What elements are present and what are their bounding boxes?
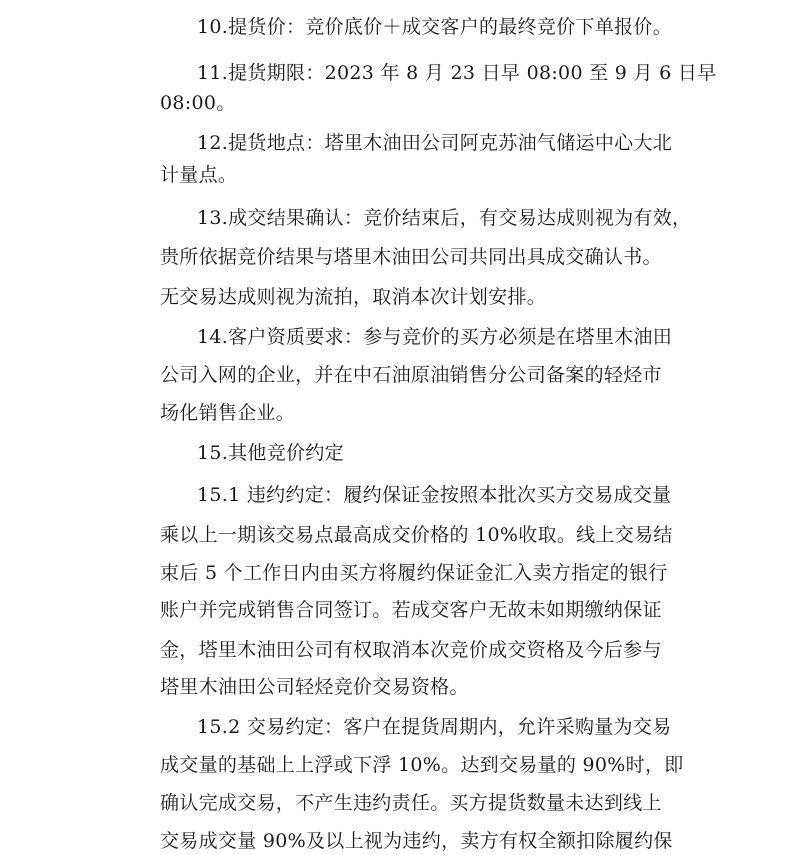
clause-15-1-line-1: 15.1 违约约定：履约保证金按照本批次买方交易成交量	[197, 484, 672, 506]
clause-14-line-1: 14.客户资质要求：参与竞价的买方必须是在塔里木油田	[197, 326, 673, 348]
clause-13-line-1: 13.成交结果确认：竞价结束后，有交易达成则视为有效，	[197, 207, 692, 229]
clause-15-1-line-3: 束后 5 个工作日内由买方将履约保证金汇入卖方指定的银行	[160, 562, 668, 584]
clause-15-heading: 15.其他竞价约定	[197, 442, 344, 464]
clause-15-1-line-2: 乘以上一期该交易点最高成交价格的 10%收取。线上交易结	[160, 524, 673, 546]
clause-13-line-3: 无交易达成则视为流拍，取消本次计划安排。	[160, 286, 547, 308]
clause-12-line-2: 计量点。	[160, 164, 238, 186]
clause-14-line-2: 公司入网的企业，并在中石油原油销售分公司备案的轻烃市	[160, 364, 662, 386]
clause-15-2-line-4: 交易成交量 90%及以上视为违约，卖方有权全额扣除履约保	[160, 830, 673, 852]
clause-15-2-line-2: 成交量的基础上上浮或下浮 10%。达到交易量的 90%时，即	[160, 754, 684, 776]
clause-10-line: 10.提货价：竞价底价＋成交客户的最终竞价下单报价。	[197, 16, 673, 38]
clause-15-2-line-1: 15.2 交易约定：客户在提货周期内，允许采购量为交易	[197, 716, 672, 738]
clause-13-line-2: 贵所依据竞价结果与塔里木油田公司共同出具成交确认书。	[160, 246, 662, 268]
clause-12-line-1: 12.提货地点：塔里木油田公司阿克苏油气储运中心大北	[197, 132, 673, 154]
clause-15-2-line-3: 确认完成交易，不产生违约责任。买方提货数量未达到线上	[160, 792, 662, 814]
clause-14-line-3: 场化销售企业。	[160, 402, 296, 424]
clause-15-1-line-4: 账户并完成销售合同签订。若成交客户无故未如期缴纳保证	[160, 599, 662, 621]
clause-15-1-line-5: 金，塔里木油田公司有权取消本次竞价成交资格及今后参与	[160, 639, 662, 661]
clause-11-line-2: 08:00。	[160, 92, 236, 114]
clause-11-line-1: 11.提货期限：2023 年 8 月 23 日早 08:00 至 9 月 6 日早	[197, 62, 717, 84]
clause-15-1-line-6: 塔里木油田公司轻烃竞价交易资格。	[160, 676, 469, 698]
